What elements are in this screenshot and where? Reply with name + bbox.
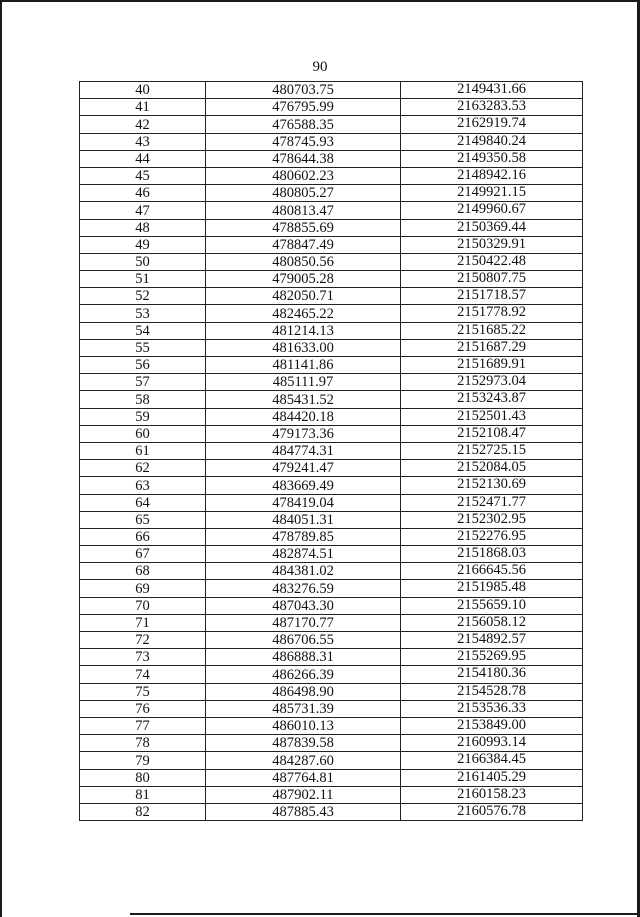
point-number-cell: 48 — [80, 219, 206, 236]
point-number-cell: 64 — [80, 494, 206, 511]
point-number-cell: 65 — [80, 511, 206, 528]
table-row — [80, 786, 583, 803]
point-number-cell: 46 — [80, 185, 206, 202]
point-number-cell: 61 — [80, 442, 206, 459]
point-number-cell: 54 — [80, 322, 206, 339]
point-number-cell: 40 — [80, 82, 206, 99]
table-row — [80, 442, 583, 459]
x-coordinate-cell: 487902.11 — [206, 786, 401, 803]
table-row — [80, 116, 583, 133]
y-coordinate-cell: 2152084.05 — [401, 460, 583, 477]
x-coordinate-cell: 487839.58 — [206, 735, 401, 752]
x-coordinate-cell: 484287.60 — [206, 752, 401, 769]
x-coordinate-cell: 478847.49 — [206, 236, 401, 253]
point-number-cell: 58 — [80, 391, 206, 408]
y-coordinate-cell: 2149431.66 — [401, 82, 583, 99]
point-number-cell: 70 — [80, 597, 206, 614]
table-row — [80, 700, 583, 717]
x-coordinate-cell: 484420.18 — [206, 408, 401, 425]
x-coordinate-cell: 486706.55 — [206, 632, 401, 649]
x-coordinate-cell: 479173.36 — [206, 425, 401, 442]
x-coordinate-cell: 478855.69 — [206, 219, 401, 236]
table-row — [80, 460, 583, 477]
point-number-cell: 55 — [80, 339, 206, 356]
point-number-cell: 43 — [80, 133, 206, 150]
point-number-cell: 75 — [80, 683, 206, 700]
x-coordinate-cell: 487885.43 — [206, 803, 401, 820]
x-coordinate-cell: 480602.23 — [206, 167, 401, 184]
point-number-cell: 68 — [80, 563, 206, 580]
table-row — [80, 597, 583, 614]
y-coordinate-cell: 2160158.23 — [401, 786, 583, 803]
table-row — [80, 580, 583, 597]
x-coordinate-cell: 479005.28 — [206, 271, 401, 288]
y-coordinate-cell: 2154528.78 — [401, 683, 583, 700]
y-coordinate-cell: 2155269.95 — [401, 649, 583, 666]
y-coordinate-cell: 2148942.16 — [401, 167, 583, 184]
point-number-cell: 71 — [80, 614, 206, 631]
x-coordinate-cell: 482050.71 — [206, 288, 401, 305]
x-coordinate-cell: 484051.31 — [206, 511, 401, 528]
x-coordinate-cell: 482874.51 — [206, 546, 401, 563]
x-coordinate-cell: 486266.39 — [206, 666, 401, 683]
table-row — [80, 425, 583, 442]
table-row — [80, 236, 583, 253]
table-row — [80, 271, 583, 288]
x-coordinate-cell: 480703.75 — [206, 82, 401, 99]
y-coordinate-cell: 2166384.45 — [401, 752, 583, 769]
point-number-cell: 69 — [80, 580, 206, 597]
table-row — [80, 511, 583, 528]
table-row — [80, 374, 583, 391]
table-row — [80, 288, 583, 305]
x-coordinate-cell: 483276.59 — [206, 580, 401, 597]
point-number-cell: 52 — [80, 288, 206, 305]
point-number-cell: 72 — [80, 632, 206, 649]
point-number-cell: 56 — [80, 357, 206, 374]
x-coordinate-cell: 483669.49 — [206, 477, 401, 494]
table-row — [80, 666, 583, 683]
y-coordinate-cell: 2155659.10 — [401, 597, 583, 614]
scan-border-left — [0, 0, 2, 917]
x-coordinate-cell: 487043.30 — [206, 597, 401, 614]
y-coordinate-cell: 2153243.87 — [401, 391, 583, 408]
y-coordinate-cell: 2149840.24 — [401, 133, 583, 150]
point-number-cell: 82 — [80, 803, 206, 820]
x-coordinate-cell: 486498.90 — [206, 683, 401, 700]
point-number-cell: 77 — [80, 717, 206, 734]
y-coordinate-cell: 2152501.43 — [401, 408, 583, 425]
point-number-cell: 41 — [80, 99, 206, 116]
y-coordinate-cell: 2156058.12 — [401, 614, 583, 631]
y-coordinate-cell: 2153849.00 — [401, 717, 583, 734]
table-row — [80, 735, 583, 752]
table-row — [80, 494, 583, 511]
y-coordinate-cell: 2152108.47 — [401, 425, 583, 442]
x-coordinate-cell: 487170.77 — [206, 614, 401, 631]
x-coordinate-cell: 482465.22 — [206, 305, 401, 322]
table-row — [80, 391, 583, 408]
y-coordinate-cell: 2151778.92 — [401, 305, 583, 322]
table-row — [80, 563, 583, 580]
x-coordinate-cell: 476588.35 — [206, 116, 401, 133]
y-coordinate-cell: 2149350.58 — [401, 150, 583, 167]
x-coordinate-cell: 481633.00 — [206, 339, 401, 356]
x-coordinate-cell: 486888.31 — [206, 649, 401, 666]
y-coordinate-cell: 2151718.57 — [401, 288, 583, 305]
x-coordinate-cell: 480850.56 — [206, 253, 401, 270]
y-coordinate-cell: 2149921.15 — [401, 185, 583, 202]
table-row — [80, 167, 583, 184]
y-coordinate-cell: 2150329.91 — [401, 236, 583, 253]
table-row — [80, 528, 583, 545]
table-row — [80, 185, 583, 202]
point-number-cell: 49 — [80, 236, 206, 253]
point-number-cell: 47 — [80, 202, 206, 219]
table-row — [80, 339, 583, 356]
y-coordinate-cell: 2163283.53 — [401, 99, 583, 116]
y-coordinate-cell: 2152276.95 — [401, 528, 583, 545]
y-coordinate-cell: 2153536.33 — [401, 700, 583, 717]
x-coordinate-cell: 478644.38 — [206, 150, 401, 167]
x-coordinate-cell: 484381.02 — [206, 563, 401, 580]
x-coordinate-cell: 486010.13 — [206, 717, 401, 734]
table-row — [80, 803, 583, 820]
coordinates-table — [79, 81, 583, 821]
point-number-cell: 50 — [80, 253, 206, 270]
point-number-cell: 79 — [80, 752, 206, 769]
point-number-cell: 59 — [80, 408, 206, 425]
table-row — [80, 82, 583, 99]
table-row — [80, 253, 583, 270]
y-coordinate-cell: 2152130.69 — [401, 477, 583, 494]
point-number-cell: 60 — [80, 425, 206, 442]
x-coordinate-cell: 479241.47 — [206, 460, 401, 477]
table-row — [80, 752, 583, 769]
x-coordinate-cell: 480813.47 — [206, 202, 401, 219]
x-coordinate-cell: 485431.52 — [206, 391, 401, 408]
scan-border-top — [0, 0, 640, 2]
y-coordinate-cell: 2152725.15 — [401, 442, 583, 459]
table-row — [80, 477, 583, 494]
point-number-cell: 81 — [80, 786, 206, 803]
y-coordinate-cell: 2151685.22 — [401, 322, 583, 339]
scan-border-bottom — [130, 913, 640, 915]
point-number-cell: 73 — [80, 649, 206, 666]
point-number-cell: 62 — [80, 460, 206, 477]
y-coordinate-cell: 2154892.57 — [401, 632, 583, 649]
x-coordinate-cell: 487764.81 — [206, 769, 401, 786]
x-coordinate-cell: 481214.13 — [206, 322, 401, 339]
y-coordinate-cell: 2154180.36 — [401, 666, 583, 683]
point-number-cell: 57 — [80, 374, 206, 391]
y-coordinate-cell: 2150369.44 — [401, 219, 583, 236]
table-row — [80, 322, 583, 339]
point-number-cell: 51 — [80, 271, 206, 288]
point-number-cell: 67 — [80, 546, 206, 563]
x-coordinate-cell: 484774.31 — [206, 442, 401, 459]
point-number-cell: 53 — [80, 305, 206, 322]
table-row — [80, 632, 583, 649]
point-number-cell: 74 — [80, 666, 206, 683]
x-coordinate-cell: 478745.93 — [206, 133, 401, 150]
table-row — [80, 683, 583, 700]
y-coordinate-cell: 2162919.74 — [401, 116, 583, 133]
point-number-cell: 44 — [80, 150, 206, 167]
y-coordinate-cell: 2151687.29 — [401, 339, 583, 356]
y-coordinate-cell: 2160993.14 — [401, 735, 583, 752]
y-coordinate-cell: 2151985.48 — [401, 580, 583, 597]
y-coordinate-cell: 2152302.95 — [401, 511, 583, 528]
table-row — [80, 649, 583, 666]
table-row — [80, 546, 583, 563]
y-coordinate-cell: 2151689.91 — [401, 357, 583, 374]
y-coordinate-cell: 2160576.78 — [401, 803, 583, 820]
y-coordinate-cell: 2152471.77 — [401, 494, 583, 511]
y-coordinate-cell: 2149960.67 — [401, 202, 583, 219]
point-number-cell: 42 — [80, 116, 206, 133]
point-number-cell: 78 — [80, 735, 206, 752]
table-row — [80, 150, 583, 167]
x-coordinate-cell: 485731.39 — [206, 700, 401, 717]
page-number: 90 — [312, 59, 328, 75]
x-coordinate-cell: 481141.86 — [206, 357, 401, 374]
y-coordinate-cell: 2151868.03 — [401, 546, 583, 563]
y-coordinate-cell: 2150807.75 — [401, 271, 583, 288]
point-number-cell: 63 — [80, 477, 206, 494]
table-row — [80, 717, 583, 734]
table-row — [80, 769, 583, 786]
point-number-cell: 80 — [80, 769, 206, 786]
x-coordinate-cell: 485111.97 — [206, 374, 401, 391]
table-row — [80, 357, 583, 374]
table-row — [80, 614, 583, 631]
table-row — [80, 202, 583, 219]
point-number-cell: 45 — [80, 167, 206, 184]
table-row — [80, 305, 583, 322]
y-coordinate-cell: 2150422.48 — [401, 253, 583, 270]
x-coordinate-cell: 480805.27 — [206, 185, 401, 202]
y-coordinate-cell: 2161405.29 — [401, 769, 583, 786]
x-coordinate-cell: 476795.99 — [206, 99, 401, 116]
table-row — [80, 99, 583, 116]
y-coordinate-cell: 2152973.04 — [401, 374, 583, 391]
x-coordinate-cell: 478419.04 — [206, 494, 401, 511]
table-row — [80, 133, 583, 150]
y-coordinate-cell: 2166645.56 — [401, 563, 583, 580]
coordinates-table-body — [80, 82, 583, 821]
x-coordinate-cell: 478789.85 — [206, 528, 401, 545]
point-number-cell: 76 — [80, 700, 206, 717]
table-row — [80, 408, 583, 425]
point-number-cell: 66 — [80, 528, 206, 545]
table-row — [80, 219, 583, 236]
